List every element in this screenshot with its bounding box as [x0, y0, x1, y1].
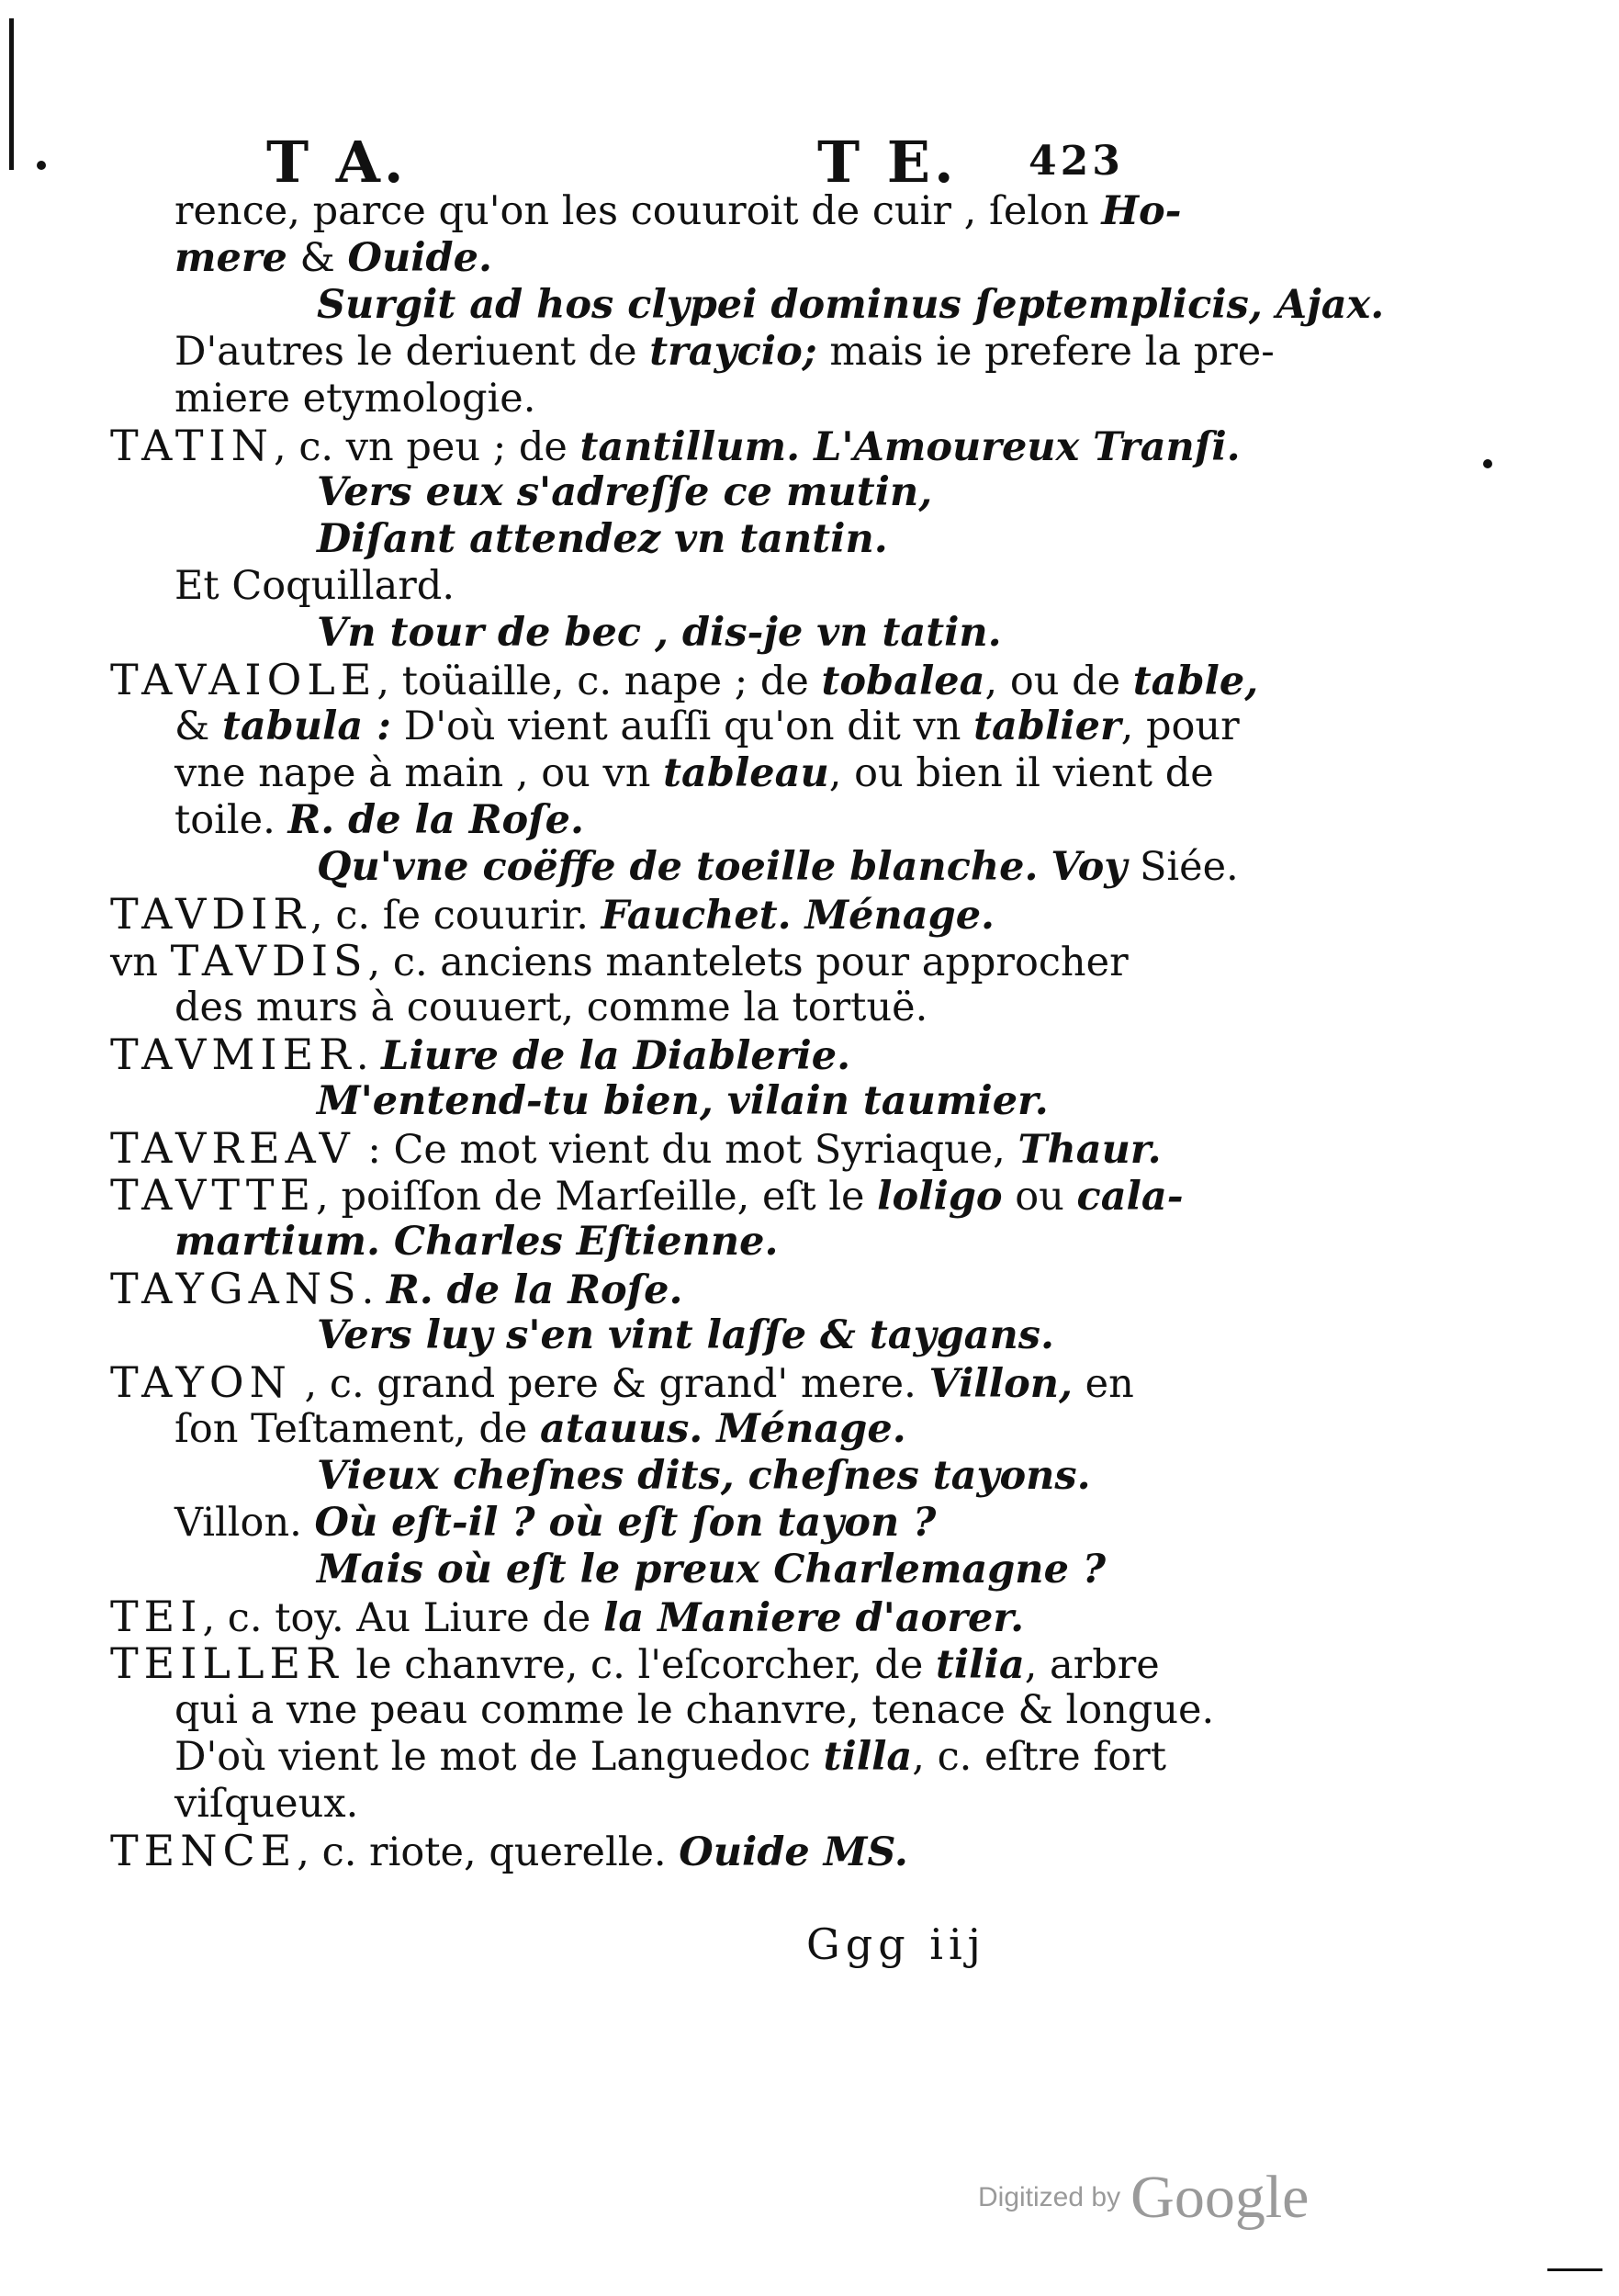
entry-line [110, 1593, 1157, 1640]
text-run [1039, 844, 1051, 890]
italic-text: cala- [1076, 1174, 1184, 1220]
italic-text: atauus. Ménage. [539, 1406, 906, 1452]
headword: TAVTTE [110, 1170, 317, 1220]
text-run: & [287, 235, 348, 281]
text-run: viſqueux. [174, 1781, 359, 1827]
dictionary-text [110, 188, 1385, 1875]
text-run: , arbre [1024, 1642, 1160, 1688]
text-run: , c. riote, querelle. [297, 1829, 680, 1875]
headword: TATIN [110, 421, 274, 470]
italic-text: Liure de la Diablerie. [381, 1033, 851, 1079]
text-run: , toüaille, c. nape ; de [377, 658, 822, 704]
italic-text: M'entend-tu bien, vilain taumier. [317, 1078, 1049, 1124]
headword: TAVDIS [170, 936, 368, 985]
italic-text: tablier [973, 703, 1121, 749]
text-line [110, 1219, 1157, 1266]
text-line [110, 703, 1240, 750]
page-number: 423 [1029, 138, 1124, 185]
italic-text: tantillum. L'Amoureux Tranſi. [579, 424, 1241, 470]
text-run: toile. [174, 797, 288, 843]
entry-line [110, 1638, 1160, 1688]
text-run: & [174, 703, 222, 749]
text-run: , c. eſtre fort [912, 1734, 1166, 1780]
italic-text: Voy [1051, 844, 1128, 890]
text-run: miere etymologie. [174, 376, 536, 422]
text-run: vn [110, 940, 171, 985]
text-run: Villon. [174, 1500, 315, 1546]
italic-text: mere [174, 235, 287, 281]
text-run: des murs à couuert, comme la tortuë. [174, 985, 928, 1030]
text-line [110, 1500, 1157, 1547]
italic-text: Qu'vne coëffe de toeille blanche. [317, 844, 1039, 890]
italic-text: Vn tour de bec , dis-je vn tatin. [317, 610, 1002, 656]
italic-text: Surgit ad hos clypei dominus ſeptemplicis, Ajax. [317, 282, 1385, 328]
italic-text: la Maniere d'aorer. [603, 1595, 1025, 1641]
italic-text: Vers luy s'en vint laſſe & taygans. [317, 1312, 1054, 1358]
text-run: , poiſſon de Marſeille, eſt le [316, 1174, 878, 1220]
entry-line [110, 655, 1259, 704]
headword: TENCE [110, 1826, 298, 1875]
text-run: , ou bien il vient de [828, 750, 1214, 796]
watermark-prefix: Digitized by [978, 2182, 1121, 2212]
text-run: , c. ſe couurir. [310, 893, 602, 939]
entry-line [110, 1170, 1184, 1220]
italic-text: Vers eux s'adreſſe ce mutin, [317, 469, 933, 515]
italic-text: Ouide MS. [679, 1829, 908, 1875]
watermark-brand: Google [1130, 2164, 1310, 2231]
italic-text: tobalea [821, 658, 985, 704]
text-line [110, 1078, 1157, 1125]
text-line [110, 235, 1157, 282]
entry-line [110, 1359, 1157, 1406]
text-run: D'où vient auſſi qu'on dit vn [391, 703, 974, 749]
text-run: en [1073, 1361, 1134, 1407]
text-line [110, 563, 1157, 610]
entry-line [110, 1031, 1157, 1078]
text-line [110, 469, 1157, 516]
text-run: . [361, 1267, 387, 1313]
entry-line [110, 421, 1241, 470]
text-run: ſon Teſtament, de [174, 1406, 540, 1452]
italic-text: Où eſt-il ? où eſt ſon tayon ? [314, 1500, 937, 1546]
text-line [110, 1406, 1157, 1453]
italic-text: Thaur. [1017, 1127, 1162, 1173]
italic-text: Vieux cheſnes dits, cheſnes tayons. [317, 1453, 1091, 1499]
digitized-watermark [978, 2163, 1309, 2233]
italic-text: Fauchet. Ménage. [601, 893, 995, 939]
entry-line [110, 1123, 1162, 1173]
text-run: , pour [1120, 703, 1240, 749]
text-run: Et Coquillard. [174, 563, 455, 609]
text-run: D'autres le deriuent de [174, 329, 650, 375]
italic-text: Villon, [928, 1361, 1073, 1407]
text-run: , c. toy. Au Liure de [202, 1595, 604, 1641]
headword: TAVMIER [110, 1030, 356, 1079]
text-line [110, 516, 1157, 563]
italic-text: loligo [877, 1174, 1003, 1220]
text-line [110, 376, 1157, 422]
italic-text: Diſant attendez vn tantin. [317, 516, 888, 562]
entry-line [110, 1266, 1157, 1312]
text-run: qui a vne peau comme le chanvre, tenace & longue. [174, 1687, 1215, 1733]
text-line [110, 750, 1214, 797]
italic-text: tableau [663, 750, 829, 796]
corner-mark [1547, 2268, 1602, 2271]
text-line [110, 188, 1182, 235]
italic-text: table, [1132, 658, 1259, 704]
headword: TAVDIR [110, 889, 311, 939]
header-left-guide: T A. [266, 129, 408, 196]
headword: TEILLER [110, 1638, 343, 1688]
text-line [110, 797, 1157, 844]
headword: TAYGANS [110, 1264, 362, 1313]
text-run: rence, parce qu'on les couuroit de cuir , ſelon [174, 188, 1102, 234]
italic-text: Ouide. [347, 235, 492, 281]
text-run: D'où vient le mot de Languedoc [174, 1734, 824, 1780]
italic-text: tabula : [221, 703, 392, 749]
signature-mark: Ggg iij [806, 1919, 986, 1969]
italic-text: Mais où eſt le preux Charlemagne ? [317, 1547, 1107, 1593]
entry-line [110, 891, 1157, 938]
entry-line [110, 938, 1157, 985]
text-line [110, 1453, 1157, 1500]
text-line [110, 1734, 1166, 1781]
text-run: ou [1002, 1174, 1077, 1220]
text-line [110, 610, 1157, 657]
text-run: : Ce mot vient du mot Syriaque, [354, 1127, 1018, 1173]
headword: TEI [110, 1592, 203, 1641]
text-run: , ou de [984, 658, 1133, 704]
italic-text: R. de la Roſe. [386, 1267, 683, 1313]
text-line [110, 1547, 1157, 1593]
header-center-guide: T E. [817, 129, 958, 196]
headword: TAVAIOLE [110, 655, 377, 704]
text-line [110, 844, 1239, 891]
text-run: , c. anciens mantelets pour approcher [367, 940, 1129, 985]
text-line [110, 985, 1157, 1031]
text-run: vne nape à main , ou vn [174, 750, 664, 796]
italic-text: traycio; [649, 329, 817, 375]
text-line [110, 282, 1385, 329]
text-run: le chanvre, c. l'eſcorcher, de [343, 1642, 936, 1688]
text-run: Siée. [1127, 844, 1239, 890]
italic-text: Ho- [1101, 188, 1182, 234]
text-run: , c. vn peu ; de [273, 424, 580, 470]
italic-text: tilia [935, 1642, 1025, 1688]
text-run: . [355, 1033, 382, 1079]
text-line [110, 1312, 1157, 1359]
entry-line [110, 1828, 1157, 1874]
text-run: mais ie prefere la pre- [816, 329, 1275, 375]
text-line [110, 1687, 1215, 1734]
text-line [110, 329, 1275, 376]
italic-text: martium. Charles Eſtienne. [174, 1219, 779, 1265]
headword: TAYON [110, 1357, 292, 1407]
text-run: , c. grand pere & grand' mere. [291, 1361, 929, 1407]
headword: TAVREAV [110, 1123, 355, 1173]
italic-text: R. de la Roſe. [287, 797, 584, 843]
italic-text: tilla [823, 1734, 913, 1780]
ink-speck [1483, 459, 1492, 468]
text-line [110, 1781, 1157, 1828]
